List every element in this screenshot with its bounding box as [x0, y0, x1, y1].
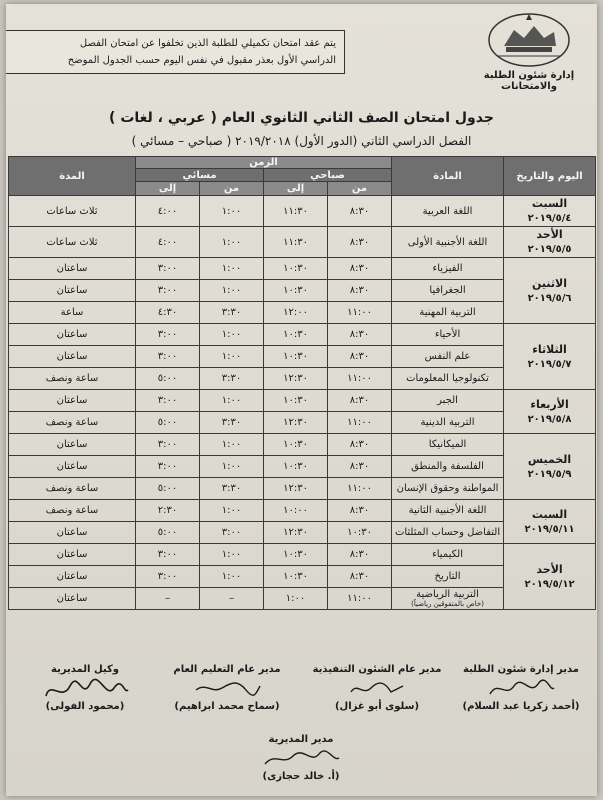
evening-from-cell: ١:٠٠ [200, 390, 264, 412]
duration-cell: ساعة ونصف [9, 368, 136, 390]
day-name: الأربعاء [530, 397, 569, 411]
evening-to-cell: – [136, 588, 200, 610]
table-row [9, 434, 596, 456]
subject-cell [392, 346, 504, 368]
signature-title: مدير إدارة شئون الطلبة [463, 664, 579, 675]
signature-scribble-icon [347, 678, 407, 700]
evening-from-cell: ١:٠٠ [200, 258, 264, 280]
duration-cell: ساعة ونصف [9, 478, 136, 500]
morning-to-cell: ١٢:٠٠ [264, 302, 328, 324]
morning-to-cell: ١٠:٠٠ [264, 500, 328, 522]
subject-name: الميكانيكا [428, 439, 467, 450]
day-date: ٢٠١٩/٥/٤ [527, 213, 572, 224]
evening-from-cell: ١:٠٠ [200, 227, 264, 258]
duration-cell: ساعتان [9, 544, 136, 566]
note-line: يتم عقد امتحان تكميلي للطلبة الذين تخلفوا عن امتحان الفصل [79, 38, 336, 49]
subject-name: الأحياء [434, 329, 461, 340]
subject-name: الجبر [437, 395, 458, 406]
duration-cell: ساعتان [9, 434, 136, 456]
signature-title: مدير عام الشئون التنفيذية [312, 664, 442, 675]
evening-from-cell: ١:٠٠ [200, 196, 264, 227]
day-date: ٢٠١٩/٥/١٢ [524, 578, 575, 590]
evening-to-cell: ٥:٠٠ [136, 368, 200, 390]
table-row [9, 258, 596, 280]
evening-from-cell: ٣:٠٠ [200, 522, 264, 544]
day-date-cell [504, 544, 596, 610]
signature-block [307, 664, 447, 712]
morning-to-cell: ١٠:٣٠ [264, 456, 328, 478]
morning-from-cell: ١١:٠٠ [328, 302, 392, 324]
duration-cell: ثلاث ساعات [9, 196, 136, 227]
day-date: ٢٠١٩/٥/٩ [527, 468, 572, 480]
evening-to-cell: ٣:٠٠ [136, 566, 200, 588]
evening-from-cell: ١:٠٠ [200, 434, 264, 456]
subject-name: اللغة العربية [422, 205, 473, 217]
subject-cell [392, 368, 504, 390]
morning-to-cell: ١٠:٣٠ [264, 544, 328, 566]
day-date: ٢٠١٩/٥/٨ [527, 413, 572, 425]
evening-to-cell: ٤:٣٠ [136, 302, 200, 324]
duration-cell: ساعتان [9, 390, 136, 412]
morning-to-cell: ١٠:٣٠ [264, 566, 328, 588]
header-morning: صباحي [264, 169, 392, 182]
table-row [9, 196, 596, 227]
morning-to-cell: ١٠:٣٠ [264, 346, 328, 368]
signature-title: مدير عام التعليم العام [173, 664, 281, 675]
morning-from-cell: ٨:٣٠ [328, 434, 392, 456]
subject-name: التربية المهنية [419, 307, 476, 318]
evening-to-cell: ٥:٠٠ [136, 522, 200, 544]
day-date-cell [504, 227, 596, 258]
director-name: (أ. خالد حجازى) [262, 771, 340, 782]
header-subject: المادة [392, 157, 504, 196]
signature-scribble-icon [40, 678, 130, 704]
subject-cell [392, 412, 504, 434]
morning-from-cell: ٨:٣٠ [328, 500, 392, 522]
table-row [9, 390, 596, 412]
day-date: ٢٠١٩/٥/٥ [527, 244, 572, 255]
subject-cell [392, 258, 504, 280]
directorate-logo [469, 10, 589, 92]
evening-from-cell: ١:٠٠ [200, 544, 264, 566]
day-name: الخميس [527, 452, 572, 466]
morning-from-cell: ١١:٠٠ [328, 412, 392, 434]
morning-from-cell: ٨:٣٠ [328, 390, 392, 412]
day-name: الاثنين [532, 276, 568, 290]
evening-to-cell: ٣:٠٠ [136, 258, 200, 280]
morning-to-cell: ١١:٣٠ [264, 227, 328, 258]
evening-from-cell: ٣:٣٠ [200, 478, 264, 500]
morning-from-cell: ٨:٣٠ [328, 227, 392, 258]
evening-from-cell: ١:٠٠ [200, 280, 264, 302]
evening-from-cell: ١:٠٠ [200, 566, 264, 588]
header-evening-to: إلى [136, 182, 200, 196]
header-time: الزمن [136, 157, 392, 169]
morning-from-cell: ٨:٣٠ [328, 456, 392, 478]
subject-name: التربية الرياضية [416, 588, 479, 600]
signature-name: (سلوى أبو غزال) [334, 701, 420, 712]
subject-cell [392, 566, 504, 588]
signature-block [19, 664, 151, 712]
header-morning-to: إلى [264, 182, 328, 196]
duration-cell: ساعة [9, 302, 136, 324]
evening-from-cell: ١:٠٠ [200, 324, 264, 346]
evening-to-cell: ٣:٠٠ [136, 390, 200, 412]
evening-from-cell: – [200, 588, 264, 610]
morning-to-cell: ١٢:٣٠ [264, 522, 328, 544]
exam-schedule-document [6, 4, 597, 796]
header-morning-from: من [328, 182, 392, 196]
duration-cell: ساعتان [9, 346, 136, 368]
subject-cell [392, 588, 504, 610]
morning-from-cell: ٨:٣٠ [328, 258, 392, 280]
signature-scribble-icon [261, 748, 341, 770]
subject-name: التربية الدينية [420, 417, 475, 428]
subject-cell [392, 478, 504, 500]
morning-to-cell: ١٢:٣٠ [264, 368, 328, 390]
evening-to-cell: ٤:٠٠ [136, 196, 200, 227]
morning-from-cell: ٨:٣٠ [328, 346, 392, 368]
director-title: مدير المديرية [268, 734, 334, 745]
subject-name: علم النفس [424, 351, 471, 362]
signature-block [451, 664, 591, 712]
day-date-cell [504, 196, 596, 227]
morning-to-cell: ١٠:٣٠ [264, 258, 328, 280]
evening-from-cell: ٣:٣٠ [200, 368, 264, 390]
schedule-subtitle: الفصل الدراسي الثاني (الدور الأول) ٢٠١٩/٢٠١٨ ( صباحي – مسائي ) [131, 134, 472, 148]
duration-cell: ساعة ونصف [9, 500, 136, 522]
subject-cell [392, 324, 504, 346]
evening-to-cell: ٣:٠٠ [136, 434, 200, 456]
evening-to-cell: ٣:٠٠ [136, 346, 200, 368]
duration-cell: ساعتان [9, 456, 136, 478]
morning-from-cell: ٨:٣٠ [328, 196, 392, 227]
subject-cell [392, 522, 504, 544]
subject-name: الكيمياء [432, 549, 463, 560]
evening-to-cell: ٣:٠٠ [136, 280, 200, 302]
morning-from-cell: ١١:٠٠ [328, 368, 392, 390]
subject-name: اللغة الأجنبية الأولى [407, 236, 488, 248]
day-date-cell [504, 500, 596, 544]
day-date: ٢٠١٩/٥/٦ [527, 292, 572, 304]
evening-to-cell: ٢:٣٠ [136, 500, 200, 522]
signature-name: (سماح محمد ابراهيم) [174, 701, 280, 712]
subject-cell [392, 500, 504, 522]
duration-cell: ساعتان [9, 258, 136, 280]
day-date-cell [504, 434, 596, 500]
department-name: إدارة شئون الطلبة والامتحانات [483, 70, 575, 92]
duration-cell: ثلاث ساعات [9, 227, 136, 258]
evening-to-cell: ٣:٠٠ [136, 456, 200, 478]
evening-from-cell: ٣:٣٠ [200, 302, 264, 324]
subject-cell [392, 544, 504, 566]
signature-title: وكيل المديرية [51, 664, 119, 675]
table-row [9, 227, 596, 258]
subject-cell [392, 227, 504, 258]
signature-name: (محمود الفولى) [45, 701, 125, 712]
note-line: الدراسي الأول بعذر مقبول في نفس اليوم حسب الجدول الموضح [67, 55, 336, 66]
evening-from-cell: ٣:٣٠ [200, 412, 264, 434]
subject-cell [392, 302, 504, 324]
schedule-title: جدول امتحان الصف الثاني الثانوي العام ( عربي ، لغات ) [109, 110, 494, 126]
duration-cell: ساعة ونصف [9, 412, 136, 434]
subject-name: تكنولوجيا المعلومات [406, 373, 489, 384]
subject-name: الفيزياء [432, 263, 463, 274]
morning-to-cell: ١٠:٣٠ [264, 390, 328, 412]
subject-cell [392, 390, 504, 412]
morning-to-cell: ١٠:٣٠ [264, 324, 328, 346]
evening-to-cell: ٤:٠٠ [136, 227, 200, 258]
morning-from-cell: ٨:٣٠ [328, 280, 392, 302]
day-date: ٢٠١٩/٥/٧ [527, 358, 572, 370]
day-name: الأحد [536, 562, 563, 576]
evening-from-cell: ١:٠٠ [200, 500, 264, 522]
signature-scribble-icon [192, 678, 262, 700]
day-date-cell [504, 258, 596, 324]
subject-cell [392, 434, 504, 456]
evening-from-cell: ١:٠٠ [200, 456, 264, 478]
morning-to-cell: ١٢:٣٠ [264, 412, 328, 434]
day-name: السبت [531, 197, 568, 210]
subject-name: اللغة الأجنبية الثانية [408, 505, 487, 516]
subject-cell [392, 456, 504, 478]
duration-cell: ساعتان [9, 566, 136, 588]
day-name: السبت [531, 507, 568, 521]
morning-from-cell: ٨:٣٠ [328, 544, 392, 566]
signature-scribble-icon [486, 678, 556, 700]
evening-from-cell: ١:٠٠ [200, 346, 264, 368]
subject-cell [392, 196, 504, 227]
day-name: الثلاثاء [532, 342, 567, 356]
morning-to-cell: ١٠:٣٠ [264, 280, 328, 302]
table-row [9, 324, 596, 346]
signature-block [157, 664, 297, 712]
day-date: ٢٠١٩/٥/١١ [524, 523, 575, 535]
header-evening: مسائي [136, 169, 264, 182]
supplementary-exam-note [6, 30, 345, 74]
subject-note: (خاص بالمتفوقين رياضياً) [411, 599, 484, 608]
subject-name: الفلسفة والمنطق [411, 461, 484, 472]
morning-from-cell: ١١:٠٠ [328, 478, 392, 500]
duration-cell: ساعتان [9, 522, 136, 544]
morning-from-cell: ٨:٣٠ [328, 324, 392, 346]
morning-to-cell: ١:٠٠ [264, 588, 328, 610]
evening-to-cell: ٣:٠٠ [136, 544, 200, 566]
director-signature [206, 734, 396, 782]
emblem-icon [484, 10, 574, 68]
subject-name: الجغرافيا [429, 285, 466, 296]
exam-schedule-table [8, 156, 596, 610]
evening-to-cell: ٥:٠٠ [136, 412, 200, 434]
subject-name: التاريخ [434, 571, 461, 582]
header-duration: المدة [9, 157, 136, 196]
morning-from-cell: ١١:٠٠ [328, 588, 392, 610]
evening-to-cell: ٣:٠٠ [136, 324, 200, 346]
morning-to-cell: ١٢:٣٠ [264, 478, 328, 500]
day-date-cell [504, 324, 596, 390]
morning-from-cell: ١٠:٣٠ [328, 522, 392, 544]
subject-name: التفاضل وحساب المثلثات [394, 527, 501, 538]
morning-from-cell: ٨:٣٠ [328, 566, 392, 588]
signature-name: (أحمد زكريا عبد السلام) [462, 701, 580, 712]
subject-cell [392, 280, 504, 302]
subject-name: المواطنة وحقوق الإنسان [396, 483, 499, 494]
day-name: الأحد [536, 228, 563, 241]
morning-to-cell: ١١:٣٠ [264, 196, 328, 227]
day-date-cell [504, 390, 596, 434]
duration-cell: ساعتان [9, 324, 136, 346]
duration-cell: ساعتان [9, 588, 136, 610]
table-row [9, 500, 596, 522]
header-evening-from: من [200, 182, 264, 196]
duration-cell: ساعتان [9, 280, 136, 302]
header-day: اليوم والتاريخ [504, 157, 596, 196]
morning-to-cell: ١٠:٣٠ [264, 434, 328, 456]
table-row [9, 544, 596, 566]
evening-to-cell: ٥:٠٠ [136, 478, 200, 500]
